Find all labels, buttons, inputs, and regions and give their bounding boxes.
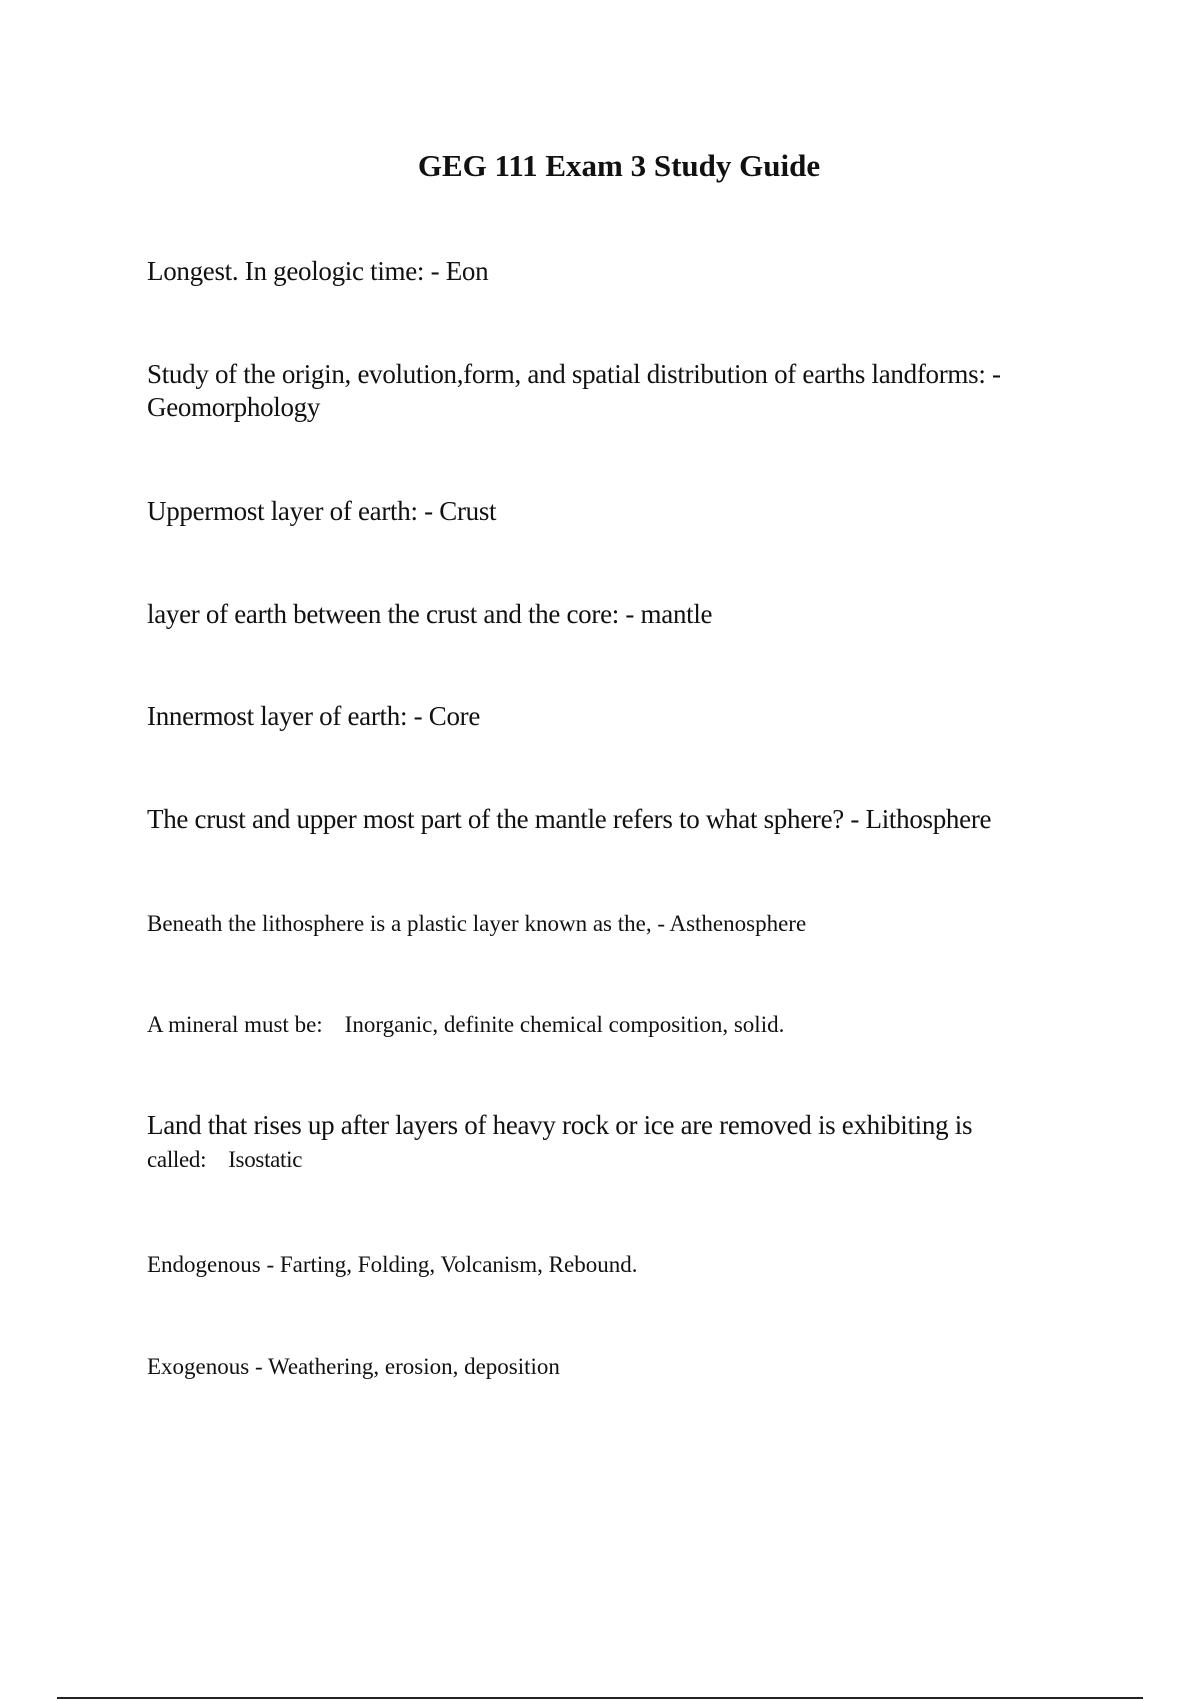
item-text: Exogenous - Weathering, erosion, deposition	[147, 1354, 560, 1379]
list-item	[147, 495, 1087, 528]
item-text: The crust and upper most part of the mantle refers to what sphere? - Lithosphere	[147, 804, 992, 834]
item-answer: Isostatic	[228, 1147, 303, 1172]
item-text: Uppermost layer of earth: - Crust	[147, 496, 497, 526]
list-item	[147, 255, 1087, 288]
item-text-line-1: Study of the origin, evolution,form, and spatial distribution of earths landforms: -	[147, 359, 1001, 389]
item-question: called:	[147, 1147, 207, 1172]
item-text: Longest. In geologic time: - Eon	[147, 256, 489, 286]
item-text: Innermost layer of earth: - Core	[147, 701, 481, 731]
item-question: A mineral must be:	[147, 1012, 323, 1037]
item-text: Endogenous - Farting, Folding, Volcanism, Rebound.	[147, 1252, 638, 1277]
list-item	[147, 1248, 1087, 1281]
list-item	[147, 907, 1087, 940]
list-item	[147, 1109, 1087, 1176]
item-text-line-2: Geomorphology	[147, 392, 321, 422]
list-item	[147, 803, 1087, 836]
list-item	[147, 1008, 1087, 1041]
list-item	[147, 358, 1087, 424]
item-text-line-1: Land that rises up after layers of heavy rock or ice are removed is exhibiting is	[147, 1110, 973, 1140]
list-item	[147, 1350, 1087, 1383]
footer-divider	[57, 1697, 1143, 1699]
list-item	[147, 598, 1087, 631]
item-text: layer of earth between the crust and the core: - mantle	[147, 599, 713, 629]
list-item	[147, 700, 1087, 733]
page-title: GEG 111 Exam 3 Study Guide	[417, 148, 821, 183]
item-answer: Inorganic, definite chemical composition, solid.	[344, 1012, 785, 1037]
item-text: Beneath the lithosphere is a plastic layer known as the, - Asthenosphere	[147, 911, 807, 936]
